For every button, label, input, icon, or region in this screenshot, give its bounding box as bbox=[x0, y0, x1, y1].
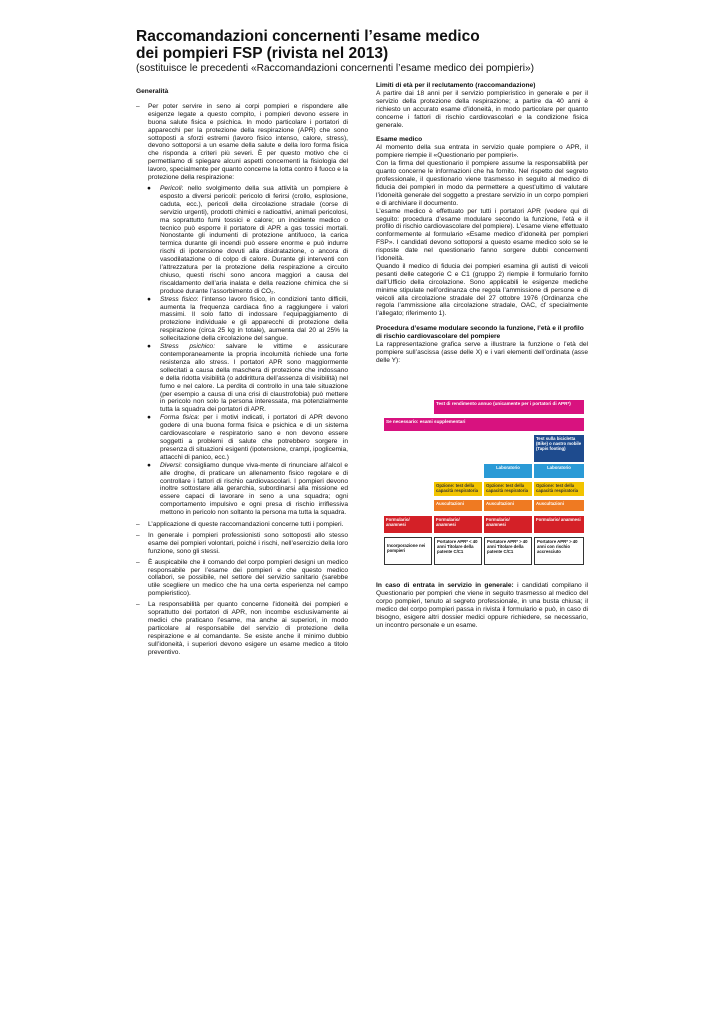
list-item: – Per poter servire in seno ai corpi pompieri e rispondere alle esigenze legate a questo compito, i pompieri devono essere in buona salute fisica e psichica. In modo particolare i portatori di apparecchi per la protezione della respirazione (APR) che sono sottoposti a sforzi estremi (lavoro fisico intenso, calore, stress), devono sottoporsi a un esame della salute e della loro forma fisica che risponda a criteri più severi. È per questo motivo che ci permettiamo di spiegare alcuni aspetti concernenti la fisiologia del lavoro, specialmente per quanto concerne la lotta contro il fuoco e la protezione della respirazione: bbox=[136, 103, 348, 182]
right-column-bottom bbox=[376, 582, 588, 629]
diagram-form-3: Formulario/ anamnesi bbox=[484, 516, 532, 533]
paragraph: A partire dai 18 anni per il servizio pompieristico in generale e per il servizio della protezione della respirazione; a partire da 40 anni è richiesto un accurato esame d’idoneità, in modo particolare per quanto concerne i fattori di rischio cardiovascolari e la condizione fisica generale. bbox=[376, 89, 588, 129]
diagram-form-4: Formulario/ anamnesi bbox=[534, 516, 584, 533]
diagram-category-1: Incorporazione nei pompieri bbox=[384, 537, 432, 565]
list-item: ● Forma fisica: per i motivi indicati, i portatori di APR devono godere di una buona forma fisica e psichica e di un sistema cardiovascolare e respiratorio sano e non devono essere soggetti a problemi di salute che potrebbero sorgere in presenza di situazioni esigenti (ipotensione, crampi, ipoglicemia, attacchi di panico, ecc.) bbox=[147, 414, 348, 461]
list-item: ● Diversi: consigliamo dunque viva-mente di rinunciare all’alcol e alle droghe, di praticare un allenamento fisico regolare e di controllare i fattori di rischio cardiovascolari. I pompieri devono inoltre sottostare alla gerarchia, subordinarsi alla missione ed essere capaci di lavorare in seno a una squadra; ogni comportamento impulsivo e ogni presa di rischio irriflessiva mettono in pericolo non soltanto la persona ma tutta la squadra. bbox=[147, 461, 348, 517]
list-item: – È auspicabile che il comando del corpo pompieri designi un medico responsabile per l’esame dei pompieri e che questo medico collabori, se possibile, nel settore del servizio sanitario (sarebbe utile scegliere un medico che ha una certa esperienza nel campo pompieristico). bbox=[136, 559, 348, 599]
paragraph: Quando il medico di fiducia dei pompieri esamina gli autisti di veicoli pesanti delle categorie C e C1 (gruppo 2) riempie il formulario fornito dall’Ufficio della circolazione. Sono applicabili le esigenze mediche minime stipulate nell’ordinanza che regola l’ammissione di persone e di veicoli alla circolazione stradale del 27 ottobre 1976 (Ordinanza che regola l’ammissione alla circolazione stradale, OAC, cf specialmente l’allegato; riferimento 1). bbox=[376, 262, 588, 318]
paragraph: La rappresentazione grafica serve a illustrare la funzione o l’età del pompiere sull’ascissa (asse delle X) e i vari elementi dell’ordinata (asse delle Y): bbox=[376, 341, 588, 364]
right-column bbox=[376, 82, 588, 365]
list-item: – La responsabilità per quanto concerne l’idoneità dei pompieri e soprattutto dei portatori di APR, non incombe esclusivamente ai medici che praticano l’esame, ma anche ai superiori, in modo particolare al responsabile del servizio di protezione della respirazione e al comandante. Se esiste anche il minimo dubbio sull’idoneità, i superiori devono esigere un esame medico a titolo preventivo. bbox=[136, 601, 348, 656]
section-heading-general: Generalità bbox=[136, 88, 169, 95]
diagram-category-2: Portatore APR* < 40 anni Titolare della patente C/C1 bbox=[434, 537, 482, 565]
list-item: – In generale i pompieri professionisti sono sottoposti allo stesso esame dei pompieri volontari, poiché i rischi, nell’esercizio della loro funzione, sono gli stessi. bbox=[136, 532, 348, 556]
diagram-option-2: Opzione: test della capacità respiratoria bbox=[484, 482, 532, 496]
list-item: ● Pericoli: nello svolgimento della sua attività un pompiere è esposto a diversi pericoli: pericolo di ferirsi (crollo, esplosione, caduta, ecc.), pericoli della circolazione stradale (corse di servizio urgenti), prodotti chimici e radioattivi, animali pericolosi, ma soprattutto fumi tossici e calore; un incidente medico o tecnico può esporre il portatore di APR a gas tossici mortali. Nonostante gli indumenti di protezione antifuoco, la carica termica durante gli incendi può essere enorme e può indurre rischi di ipotensione dovuti alla disidratazione, o ancora di vasodilatazione o di colpo di calore. Durante gli interventi con l’attrezzatura per la protezione della respirazione a circuito chiuso, questi rischi sono ancora maggiori a causa del riscaldamento dell’aria inalata e della reazione chimica che si produce durante l’assorbimento di CO₂. bbox=[147, 184, 348, 295]
paragraph: Con la firma del questionario il pompiere assume la responsabilità per quanto concerne le informazioni che ha fornito. Nel rispetto del segreto professionale, il questionario viene trasmesso in seguito al medico di fiducia dei pompieri in modo da permettere a quest’ultimo di valutare l’idoneità generale del soggetto a prestare servizio in un corpo pompieri e di archiviare il documento. bbox=[376, 160, 588, 207]
diagram-option-3: Opzione: test della capacità respiratoria bbox=[534, 482, 584, 496]
diagram-auscultation-3: Auscultazioni bbox=[484, 500, 532, 511]
diagram-form-1: Formulario/ anamnesi bbox=[384, 516, 432, 533]
paragraph: L’esame medico è effettuato per tutti i portatori APR (vedere qui di seguito: procedura d’esame modulare secondo la funzione, l’età e il profilo di rischio cardiovascolare del pompiere). L’esame viene effettuato conformemente al formulario «Esame medico d’idoneità per pompieri FSP». I candidati devono sottoporsi a questo esame medico solo se le risposte date nel questionario fanno sorgere dubbi concernenti l’idoneità. bbox=[376, 207, 588, 263]
paragraph: Al momento della sua entrata in servizio quale pompiere o APR, il pompiere riempie il «Questionario per pompieri». bbox=[376, 144, 588, 160]
diagram-annual-test: Test di rendimento annuo (unicamente per i portatori di APR*) bbox=[434, 400, 584, 414]
diagram-auscultation-4: Auscultazioni bbox=[534, 500, 584, 511]
diagram-option-1: Opzione: test della capacità respiratoria bbox=[434, 482, 482, 496]
diagram-bike-test: Test sulla bicicletta (Bike) o nastro mobile (Tapis footing) bbox=[534, 435, 584, 462]
diagram-form-2: Formulario/ anamnesi bbox=[434, 516, 482, 533]
left-column bbox=[136, 88, 348, 660]
title-block bbox=[136, 28, 696, 75]
paragraph: In caso di entrata in servizio in generale: i candidati compilano il Questionario per pompieri che viene in seguito trasmesso al medico del corpo pompieri, tenuto al segreto professionale, in una busta chiusa; il medico del corpo pompieri passa in rivista il formulario e può, in caso di bisogno, esigere altri dossier medici oppure richiedere, se necessario, un incontro personale e un esame. bbox=[376, 582, 588, 629]
section-heading-procedure: Procedura d’esame modulare secondo la funzione, l’età e il profilo di rischio cardiovascolare del pompiere bbox=[376, 325, 584, 341]
section-heading-exam: Esame medico bbox=[376, 136, 423, 144]
diagram-supplementary-exams: Se necessario: esami supplementari bbox=[384, 418, 584, 431]
page-title: Raccomandazioni concernenti l’esame medico dei pompieri FSP (rivista nel 2013) bbox=[136, 28, 480, 62]
diagram-category-3: Portatore APR* > 40 anni Titolare della patente C/C1 bbox=[484, 537, 532, 565]
diagram-category-4: Portatore APR* > 40 anni con rischio accresciuto bbox=[534, 537, 584, 565]
list-item: – L’applicazione di queste raccomandazioni concerne tutti i pompieri. bbox=[136, 521, 348, 529]
diagram-auscultation-2: Auscultazioni bbox=[434, 500, 482, 511]
list-item: ● Stress fisico: l’intenso lavoro fisico, in condizioni tanto difficili, aumenta la frequenza cardiaca fino a raggiungere i valori massimi. Il solo fatto di indossare l’equipaggiamento di protezione individuale e gli apparecchi di protezione della respirazione (circa 25 kg in totale), aumenta dal 20 al 25% la sollecitazione della circolazione del sangue. bbox=[147, 295, 348, 343]
list-item: ● Stress psichico: salvare le vittime e assicurare contemporaneamente la propria incolumità richiede una forte resistenza allo stress. I portatori APR sono maggiormente sollecitati a causa della maschera di protezione che indossano e della ridotta visibilità (o addirittura dell’assenza di visibilità) nel fumo e nel calore. La perdita di controllo in una tale situazione (per esempio a causa di una crisi di claustrofobia) può mettere in pericolo non solo la persona interessata, ma potenzialmente tutta la squadra dei portatori di APR. bbox=[147, 343, 348, 414]
diagram-laboratory-2: Laboratorio bbox=[534, 464, 584, 478]
page-subtitle: (sostituisce le precedenti «Raccomandazioni concernenti l’esame medico dei pompieri») bbox=[136, 63, 535, 74]
diagram-laboratory-1: Laboratorio bbox=[484, 464, 532, 478]
exam-procedure-diagram bbox=[384, 400, 584, 576]
section-heading-age: Limiti di età per il reclutamento (raccomandazione) bbox=[376, 82, 536, 89]
